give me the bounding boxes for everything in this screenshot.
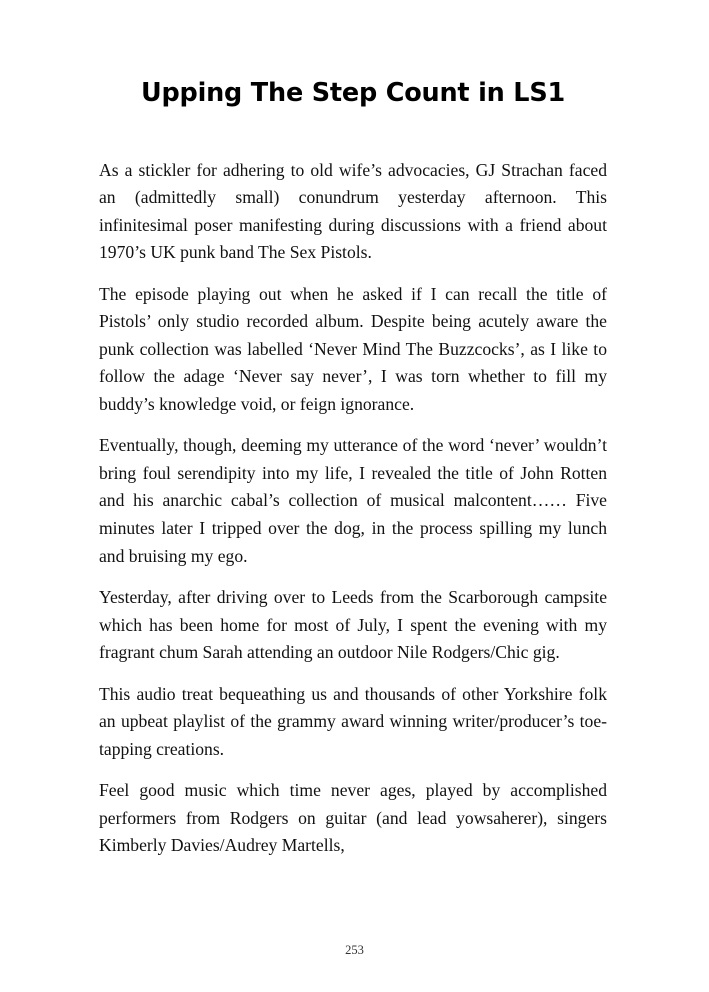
page-title: Upping The Step Count in LS1 xyxy=(140,78,566,108)
paragraph-5: This audio treat bequeathing us and thousands of other Yorkshire folk an upbeat playlist of the grammy award winning writer/producer’s toe-tapping creations. xyxy=(99,683,607,759)
paragraph-1: As a stickler for adhering to old wife’s advocacies, GJ Strachan faced an (admittedly small) conundrum yesterday afternoon. This infinitesimal poser manifesting during discussions with a friend about 1970’s UK punk band The Sex Pistols. xyxy=(99,159,607,263)
paragraph-2: The episode playing out when he asked if I can recall the title of Pistols’ only studio recorded album. Despite being acutely aware the punk collection was labelled ‘Never Mind The Buzzcocks’, as I like to follow the adage ‘Never say never’, I was torn whether to fill my buddy’s knowledge void, or feign ignorance. xyxy=(99,283,607,414)
paragraph-3: Eventually, though, deeming my utterance of the word ‘never’ wouldn’t bring foul serendipity into my life, I revealed the title of John Rotten and his anarchic cabal’s collection of musical malcontent…… Five minutes later I tripped over the dog, in the process spilling my lunch and bruising my ego. xyxy=(99,435,607,566)
page-number: 253 xyxy=(345,943,364,957)
paragraph-4: Yesterday, after driving over to Leeds from the Scarborough campsite which has been home for most of July, I spent the evening with my fragrant chum Sarah attending an outdoor Nile Rodgers/Chic gig. xyxy=(99,587,607,663)
page-content xyxy=(99,0,607,860)
paragraph-6: Feel good music which time never ages, played by accomplished performers from Rodgers on guitar (and lead yowsaherer), singers Kimberly Davies/Audrey Martells, xyxy=(99,780,607,856)
